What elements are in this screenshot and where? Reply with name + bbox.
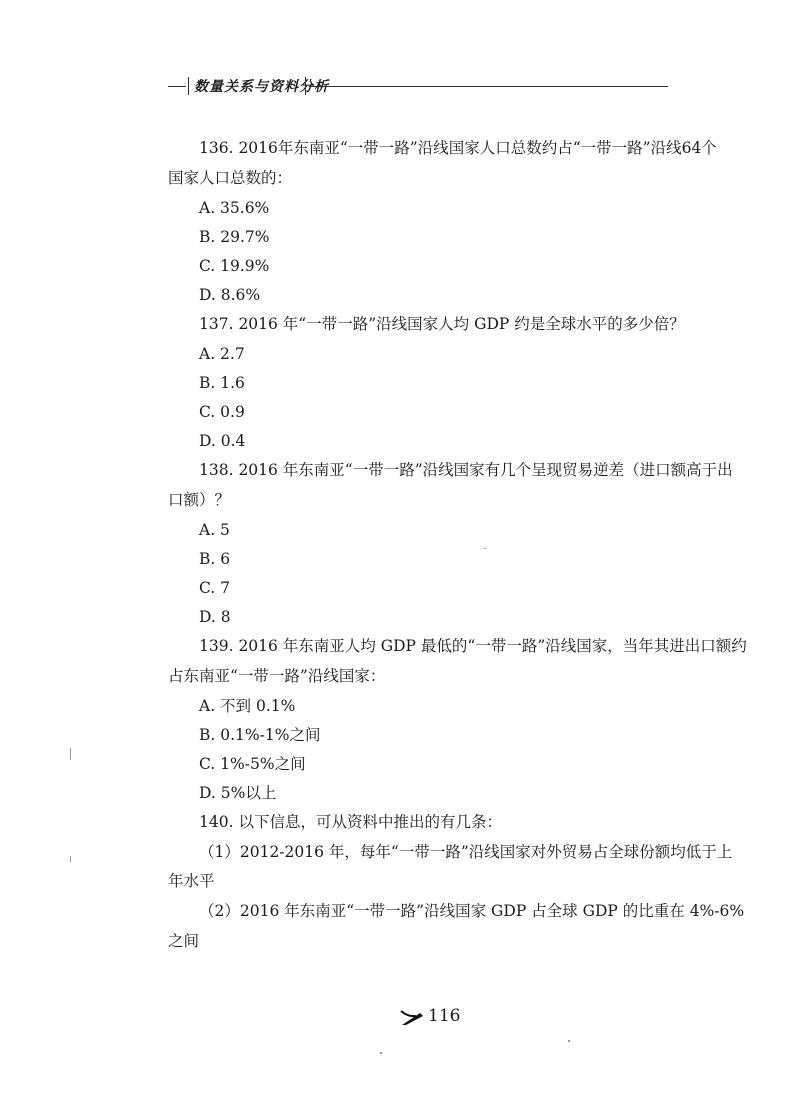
question-139-option-d: D. 5%以上 [199,784,277,802]
scan-speck [70,748,71,760]
question-136-stem-line-1: 136. 2016年东南亚“一带一路”沿线国家人口总数约占“一带一路”沿线64个 [199,139,717,157]
page-number: 116 [428,1006,461,1026]
question-136-stem-line-2: 国家人口总数的： [168,169,293,187]
scan-speck [484,548,486,549]
header-title: 数量关系与资料分析 [194,79,329,95]
question-139-stem-line-2: 占东南亚“一带一路”沿线国家： [168,667,386,685]
question-137-option-a: A. 2.7 [199,345,245,363]
question-138-option-a: A. 5 [199,521,230,539]
question-139-stem-line-1: 139. 2016 年东南亚人均 GDP 最低的“一带一路”沿线国家，当年其进出口额约 [199,637,747,655]
question-136-option-a: A. 35.6% [199,199,270,217]
question-140-statement-2-line-1: （2）2016 年东南亚“一带一路”沿线国家 GDP 占全球 GDP 的比重在 4%-6% [199,902,745,920]
question-140-statement-1-line-2: 年水平 [168,872,215,890]
question-139-option-b: B. 0.1%-1%之间 [199,726,321,744]
question-137-option-d: D. 0.4 [199,432,246,450]
question-137-stem-line-1: 137. 2016 年“一带一路”沿线国家人均 GDP 约是全球水平的多少倍？ [199,315,685,333]
scan-speck [70,856,71,862]
question-139-option-c: C. 1%-5%之间 [199,755,306,773]
question-138-option-b: B. 6 [199,550,231,568]
header-tail-rule [309,86,668,87]
question-137-option-c: C. 0.9 [199,403,245,421]
question-138-stem-line-1: 138. 2016 年东南亚“一带一路”沿线国家有几个呈现贸易逆差（进口额高于出 [199,461,733,479]
question-136-option-b: B. 29.7% [199,228,270,246]
question-136-option-c: C. 19.9% [199,257,270,275]
question-138-option-d: D. 8 [199,608,231,626]
question-140-stem-line-1: 140. 以下信息，可从资料中推出的有几条： [199,813,502,831]
scan-speck [568,1040,570,1042]
question-138-option-c: C. 7 [199,579,231,597]
question-140-statement-1-line-1: （1）2012-2016 年，每年“一带一路”沿线国家对外贸易占全球份额均低于上 [199,843,733,861]
running-header [168,74,668,98]
question-136-option-d: D. 8.6% [199,286,261,304]
quill-icon [400,1007,424,1027]
header-right-bar [305,77,306,95]
scan-speck [380,1052,382,1054]
question-137-option-b: B. 1.6 [199,374,245,392]
question-139-option-a: A. 不到 0.1% [199,697,296,715]
header-left-bar [188,77,189,95]
header-lead-rule [168,86,186,87]
question-138-stem-line-2: 口额）？ [168,491,231,509]
question-140-statement-2-line-2: 之间 [168,932,200,950]
